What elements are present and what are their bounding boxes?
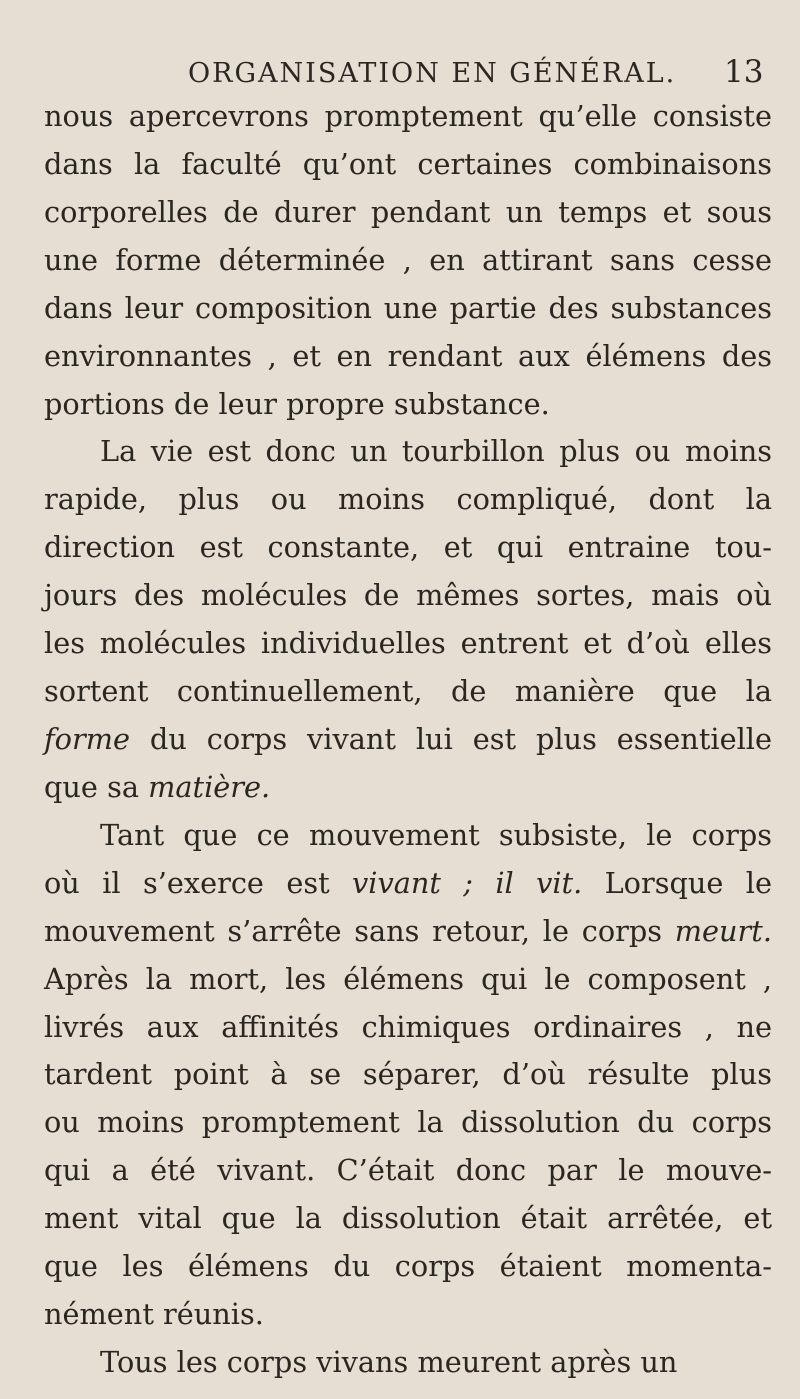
text-line: Après la mort, les élémens qui le composent ,	[44, 962, 772, 996]
text-line: ment vital que la dissolution était arrêtée, et	[44, 1201, 772, 1235]
text-line: dans la faculté qu’ont certaines combinaisons	[44, 147, 772, 181]
text-line	[44, 859, 772, 907]
text-line: nément réunis.	[44, 1297, 264, 1331]
text-line: Tant que ce mouvement subsiste, le corps	[100, 818, 772, 852]
text-line: Tous les corps vivans meurent après un	[100, 1345, 678, 1379]
text-line: qui a été vivant. C’était donc par le mouve-	[44, 1153, 772, 1187]
text-span: Lorsque le	[582, 866, 772, 900]
running-title: ORGANISATION EN GÉNÉRAL.	[188, 58, 677, 89]
text-line: les molécules individuelles entrent et d’où elles	[44, 626, 772, 660]
italic-word: meurt.	[674, 914, 772, 948]
text-line: dans leur composition une partie des substances	[44, 291, 772, 325]
text-line: nous apercevrons promptement qu’elle consiste	[44, 99, 772, 133]
text-line: livrés aux affinités chimiques ordinaires , ne	[44, 1010, 772, 1044]
italic-phrase: vivant ; il vit.	[352, 866, 583, 900]
text-line: ou moins promptement la dissolution du corps	[44, 1105, 772, 1139]
text-line	[44, 907, 772, 955]
text-line: La vie est donc un tourbillon plus ou moins	[100, 434, 772, 468]
text-line	[44, 715, 772, 763]
text-span: que sa	[44, 770, 149, 804]
text-span: mouvement s’arrête sans retour, le corps	[44, 914, 675, 948]
text-line: rapide, plus ou moins compliqué, dont la	[44, 482, 772, 516]
page-number: 13	[724, 54, 764, 90]
text-line: corporelles de durer pendant un temps et sous	[44, 195, 772, 229]
text-line: une forme déterminée , en attirant sans cesse	[44, 243, 772, 277]
text-line: portions de leur propre substance.	[44, 387, 550, 421]
italic-word: forme	[44, 722, 130, 756]
text-line: sortent continuellement, de manière que la	[44, 674, 772, 708]
page-header	[0, 0, 800, 100]
text-line: direction est constante, et qui entraine tou-	[44, 530, 772, 564]
text-line: que les élémens du corps étaient momenta-	[44, 1249, 772, 1283]
italic-word: matière.	[148, 770, 271, 804]
text-span: du corps vivant lui est plus essentielle	[129, 722, 772, 756]
text-line	[44, 763, 772, 811]
text-line: jours des molécules de mêmes sortes, mais où	[44, 578, 772, 612]
text-span: où il s’exerce est	[44, 866, 353, 900]
text-line: environnantes , et en rendant aux élémens des	[44, 339, 772, 373]
text-line: tardent point à se séparer, d’où résulte plus	[44, 1057, 772, 1091]
